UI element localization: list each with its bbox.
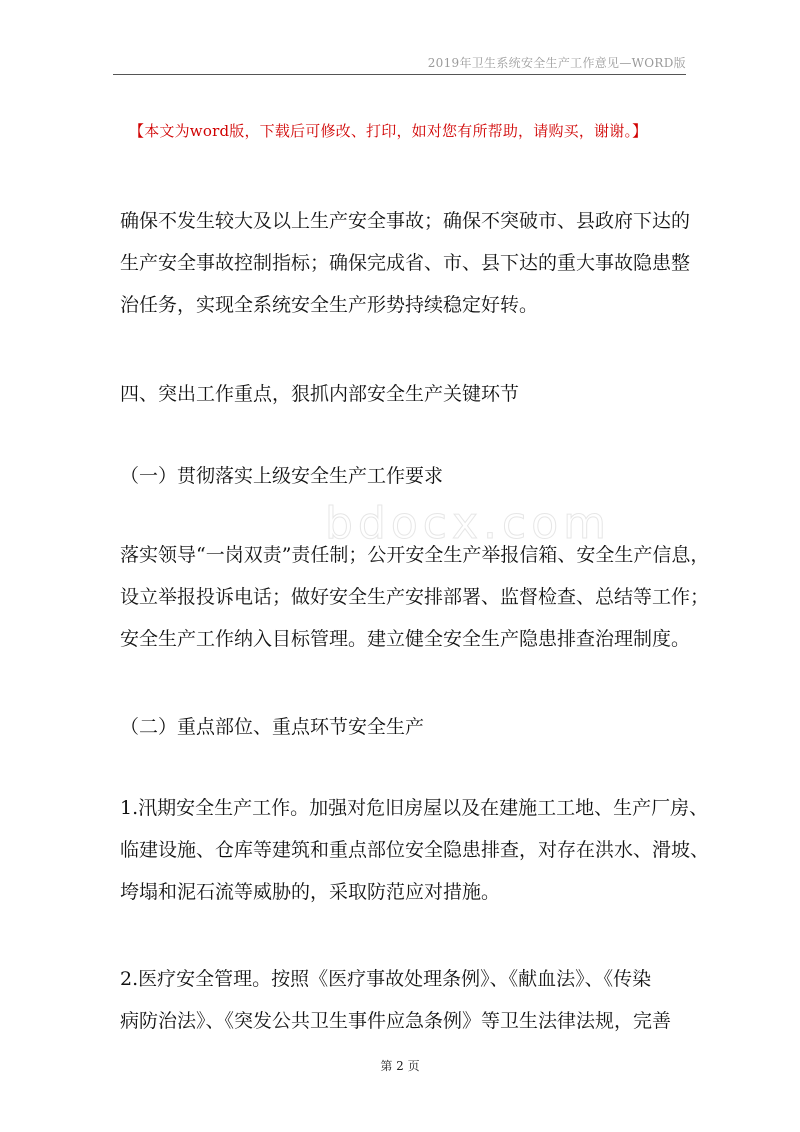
paragraph-responsibility	[120, 534, 710, 660]
text-line: 安全生产工作纳入目标管理。建立健全安全生产隐患排查治理制度。	[120, 628, 691, 650]
text-line: 病防治法》、《突发公共卫生事件应急条例》等卫生法律法规，完善	[120, 1010, 672, 1032]
text-line: 设立举报投诉电话；做好安全生产安排部署、监督检查、总结等工作；	[120, 586, 710, 608]
section-heading-4	[120, 373, 685, 415]
paragraph-safety-goals	[120, 200, 691, 326]
paragraph-flood-season	[120, 787, 710, 913]
subsection-heading-2	[120, 706, 685, 748]
purchase-notice: 【本文为word版，下载后可修改、打印，如对您有所帮助，请购买，谢谢。】	[129, 122, 648, 140]
page-number: 第 2 页	[380, 1059, 420, 1073]
text-line: 四、突出工作重点，狠抓内部安全生产关键环节	[120, 383, 520, 405]
text-line: 落实领导“一岗双责”责任制；公开安全生产举报信箱、安全生产信息，	[120, 544, 710, 566]
subsection-heading-1	[120, 455, 685, 497]
text-line: （二）重点部位、重点环节安全生产	[120, 716, 425, 738]
paragraph-medical-safety	[120, 958, 685, 1042]
page-header	[113, 50, 686, 75]
text-line: 治任务，实现全系统安全生产形势持续稳定好转。	[120, 294, 539, 316]
text-line: 2.医疗安全管理。按照《医疗事故处理条例》、《献血法》、《传染	[120, 968, 652, 990]
text-line: 临建设施、仓库等建筑和重点部位安全隐患排查，对存在洪水、滑坡、	[120, 839, 710, 861]
text-line: 确保不发生较大及以上生产安全事故；确保不突破市、县政府下达的	[120, 210, 691, 232]
text-line: 1.汛期安全生产工作。加强对危旧房屋以及在建施工工地、生产厂房、	[120, 797, 709, 819]
text-line: （一）贯彻落实上级安全生产工作要求	[120, 465, 444, 487]
text-line: 生产安全事故控制指标；确保完成省、市、县下达的重大事故隐患整	[120, 252, 691, 274]
text-line: 垮塌和泥石流等威胁的，采取防范应对措施。	[120, 881, 501, 903]
watermark: bdocx.com	[325, 498, 611, 549]
header-title: 2019年卫生系统安全生产工作意见—WORD版	[427, 56, 686, 70]
